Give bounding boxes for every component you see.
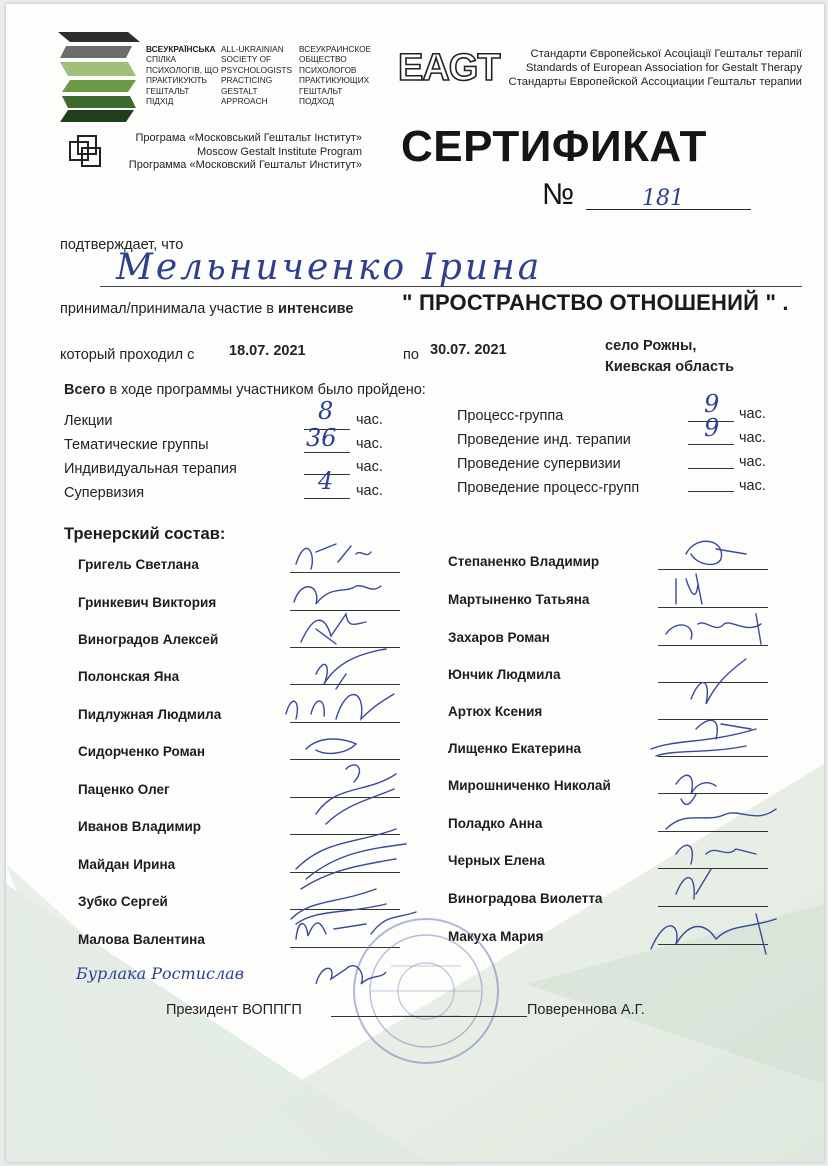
hours-underline [688, 491, 734, 492]
org-en-line: ALL-UKRAINIAN [221, 44, 284, 54]
trainer-name: Поладко Анна [448, 816, 543, 831]
location-region: Киевская область [605, 359, 735, 375]
hours-underline [304, 498, 350, 499]
org-en-line: PSYCHOLOGISTS [221, 64, 293, 75]
org-ru-line: ПРАКТИКУЮЩИХ [299, 75, 370, 86]
president-name: Повереннова А.Г. [527, 1002, 645, 1018]
right-signatures [636, 524, 796, 964]
left-signatures [276, 524, 426, 964]
hours-unit: час. [739, 430, 766, 446]
hours-underline [304, 452, 350, 453]
hours-unit: час. [356, 412, 383, 428]
org-ru-line: ПСИХОЛОГОВ [299, 64, 357, 75]
hours-value: 8 [318, 397, 334, 425]
total-bold: Всего [64, 382, 106, 398]
participant-name: Мельниченко Ірина [116, 247, 543, 288]
trainer-name: Макуха Мария [448, 929, 544, 944]
trainer-name: Виноградов Алексей [78, 632, 219, 647]
hours-label: Проведение инд. терапии [457, 432, 631, 448]
hours-underline [688, 468, 734, 469]
hours-label: Лекции [64, 413, 113, 429]
standards-line: Стандарти Європейської Асоціації Гештальт терапії [530, 48, 802, 60]
hours-unit: час. [739, 454, 766, 470]
program-line: Moscow Gestalt Institute Program [196, 145, 362, 158]
hours-label: Индивидуальная терапия [64, 461, 237, 477]
org-ru-line: ОБЩЕСТВО [299, 54, 347, 65]
certificate-page [6, 4, 824, 1162]
confirms-text: подтверждает, что [60, 237, 184, 253]
org-ru-line: ВСЕУКРАИНСКОЕ [299, 44, 372, 54]
standards-line: Стандарты Европейской Ассоциации Гештальт терапии [508, 75, 802, 88]
trainer-name: Юнчик Людмила [448, 667, 561, 682]
hours-unit: час. [739, 478, 766, 494]
hours-value: 4 [318, 467, 334, 495]
eagt-standards [509, 48, 802, 89]
hours-value: 9 [704, 414, 720, 442]
participation-prefix: принимал/принимала участие в [60, 301, 279, 317]
trainer-name: Малова Валентина [78, 932, 205, 947]
hours-unit: час. [356, 436, 383, 452]
held-to-label: по [403, 347, 419, 363]
trainer-name: Майдан Ирина [78, 857, 176, 872]
trainer-name: Полонская Яна [78, 669, 180, 684]
held-from-label: который проходил с [60, 347, 195, 363]
hours-unit: час. [739, 406, 766, 422]
trainer-name: Степаненко Владимир [448, 554, 600, 569]
extra-signature [306, 954, 396, 994]
org-name-ua [146, 44, 219, 106]
hours-label: Проведение супервизии [457, 456, 621, 472]
mgi-logo-icon [68, 134, 102, 168]
hours-unit: час. [356, 483, 383, 499]
trainer-name: Захаров Роман [448, 630, 550, 645]
org-ru-line: ГЕШТАЛЬТ [299, 85, 343, 96]
total-rest: в ходе программы участником было пройдено: [105, 382, 426, 398]
trainer-name: Виноградова Виолетта [448, 891, 603, 906]
vsppgp-logo-icon [56, 28, 140, 122]
trainer-name: Паценко Олег [78, 782, 170, 797]
trainer-name: Гринкевич Виктория [78, 595, 217, 610]
hours-value: 36 [306, 424, 337, 452]
trainer-name: Иванов Владимир [78, 819, 202, 834]
certificate-title: СЕРТИФИКАТ [401, 122, 707, 171]
org-ua-line: ПРАКТИКУЮТЬ [146, 75, 207, 86]
program-line: Программа «Московский Гештальт Институт» [128, 159, 362, 172]
program-line: Програма «Московський Гештальт Інститут» [135, 132, 362, 144]
trainers-heading: Тренерский состав: [64, 525, 226, 543]
org-en-line: APPROACH [221, 96, 268, 107]
hours-label: Супервизия [64, 485, 145, 501]
hours-unit: час. [356, 459, 383, 475]
standards-line: Standards of European Association for Gestalt Therapy [525, 61, 802, 74]
org-ua-line: ГЕШТАЛЬТ [146, 85, 190, 96]
participation-line [60, 301, 353, 317]
date-to: 30.07. 2021 [430, 342, 507, 358]
certificate-number: 181 [642, 186, 684, 211]
trainer-name: Мирошниченко Николай [448, 778, 611, 793]
hours-underline [688, 444, 734, 445]
date-from: 18.07. 2021 [229, 343, 306, 359]
trainer-name: Черных Елена [448, 853, 545, 868]
org-name-en [221, 44, 292, 106]
president-signature-line [331, 1016, 527, 1017]
hours-label: Проведение процесс-групп [457, 480, 640, 496]
trainer-name: Зубко Сергей [78, 894, 168, 909]
org-ua-line: ПІДХІД [146, 96, 174, 107]
location-village: село Рожны, [605, 338, 697, 354]
participation-type: интенсиве [278, 301, 354, 317]
trainer-name: Пидлужная Людмила [78, 707, 222, 722]
president-label: Президент ВОППГП [166, 1002, 302, 1018]
org-ua-line: ВСЕУКРАЇНСЬКА [146, 44, 216, 54]
org-ru-line: ПОДХОД [299, 96, 335, 107]
event-title: " ПРОСТРАНСТВО ОТНОШЕНИЙ " . [402, 290, 789, 315]
trainer-name: Мартыненко Татьяна [448, 592, 590, 607]
name-underline [100, 286, 802, 287]
eagt-logo: EAGT [398, 47, 500, 89]
total-line [64, 382, 426, 398]
trainer-name: Артюх Ксения [448, 704, 543, 719]
trainer-name: Григель Светлана [78, 557, 199, 572]
number-label: № [542, 178, 575, 211]
hours-value: 9 [704, 390, 720, 418]
extra-signer-name: Бурлака Ростислав [76, 964, 245, 983]
org-en-line: GESTALT [221, 85, 258, 96]
trainer-name: Лищенко Екатерина [448, 741, 581, 756]
org-en-line: PRACTICING [221, 75, 273, 86]
trainer-name: Сидорченко Роман [78, 744, 206, 759]
program-info [129, 132, 362, 173]
org-name-ru [299, 44, 371, 106]
org-ua-line: ПСИХОЛОГІВ, ЩО [146, 64, 219, 75]
hours-label: Тематические группы [64, 437, 209, 453]
org-en-line: SOCIETY OF [221, 54, 272, 65]
hours-label: Процесс-группа [457, 408, 564, 424]
org-ua-line: СПІЛКА [146, 54, 177, 65]
